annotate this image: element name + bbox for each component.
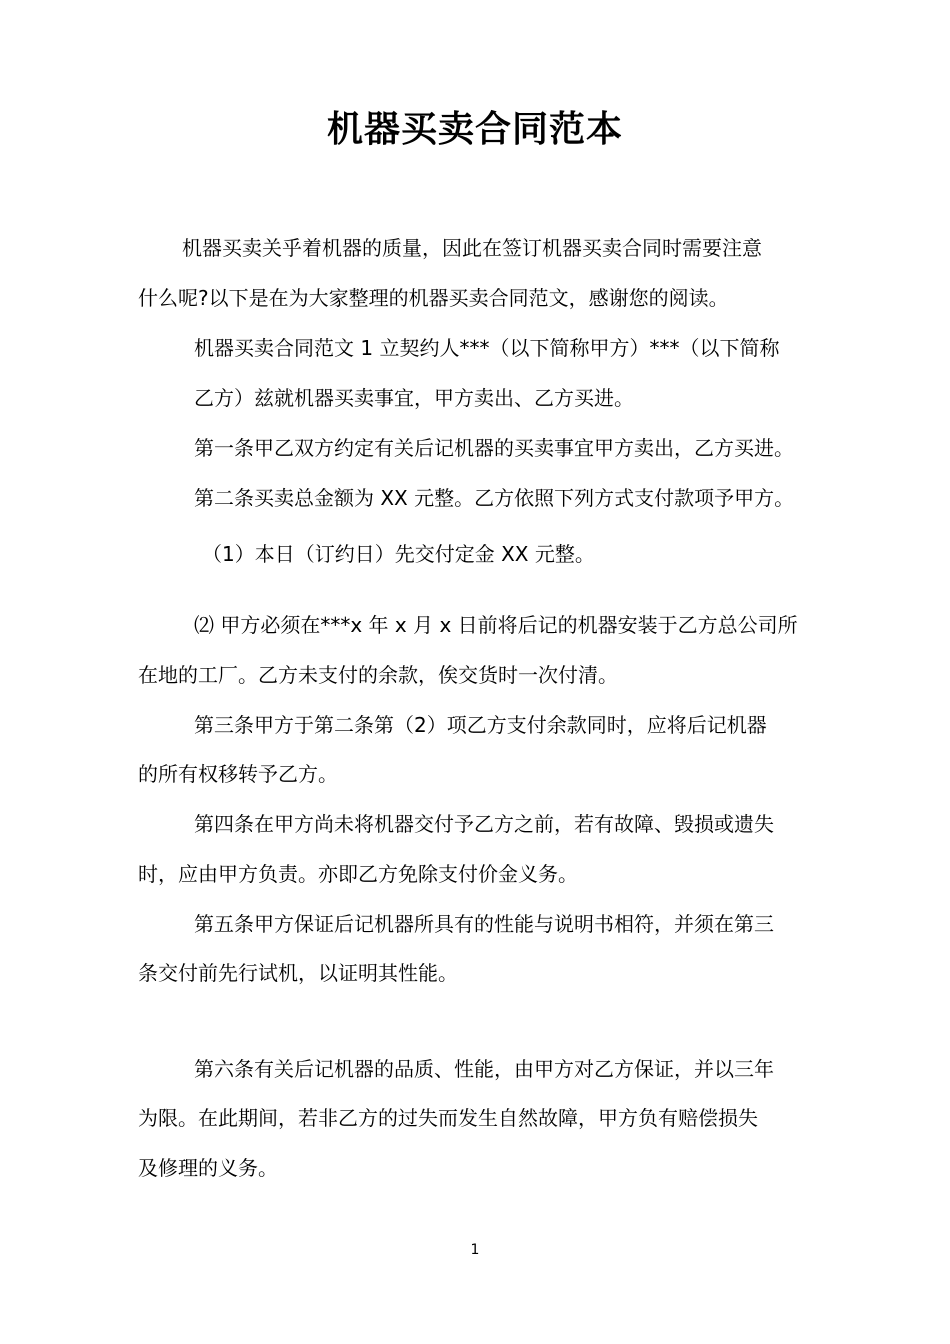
paragraph-line: 机器买卖合同范文 1 立契约人***（以下简称甲方）***（以下简称 (194, 336, 780, 360)
paragraph-line: 及修理的义务。 (138, 1156, 278, 1180)
paragraph-line: （1）本日（订约日）先交付定金 XX 元整。 (202, 542, 595, 566)
paragraph-line: 第二条买卖总金额为 XX 元整。乙方依照下列方式支付款项予甲方。 (194, 486, 795, 510)
paragraph-line: ⑵ 甲方必须在***x 年 x 月 x 日前将后记的机器安装于乙方总公司所 (194, 613, 798, 637)
paragraph-line: 什么呢?以下是在为大家整理的机器买卖合同范文，感谢您的阅读。 (138, 286, 729, 310)
paragraph-line: 第一条甲乙双方约定有关后记机器的买卖事宜甲方卖出，乙方买进。 (194, 436, 794, 460)
document-title: 机器买卖合同范本 (326, 109, 623, 150)
paragraph-line: 机器买卖关乎着机器的质量，因此在签订机器买卖合同时需要注意 (182, 236, 762, 260)
paragraph-line: 第三条甲方于第二条第（2）项乙方支付余款同时，应将后记机器 (194, 713, 767, 737)
page-number: 1 (470, 1242, 480, 1258)
paragraph-line: 时，应由甲方负责。亦即乙方免除支付价金义务。 (138, 862, 578, 886)
paragraph-line: 条交付前先行试机，以证明其性能。 (138, 961, 458, 985)
paragraph-line: 第四条在甲方尚未将机器交付予乙方之前，若有故障、毁损或遗失 (194, 812, 774, 836)
paragraph-line: 第六条有关后记机器的品质、性能，由甲方对乙方保证，并以三年 (194, 1057, 774, 1081)
paragraph-line: 在地的工厂。乙方未支付的余款，俟交货时一次付清。 (138, 663, 618, 687)
paragraph-line: 的所有权移转予乙方。 (138, 762, 338, 786)
paragraph-line: 乙方）兹就机器买卖事宜，甲方卖出、乙方买进。 (194, 386, 634, 410)
paragraph-line: 为限。在此期间，若非乙方的过失而发生自然故障，甲方负有赔偿损失 (138, 1106, 758, 1130)
paragraph-line: 第五条甲方保证后记机器所具有的性能与说明书相符，并须在第三 (194, 912, 774, 936)
